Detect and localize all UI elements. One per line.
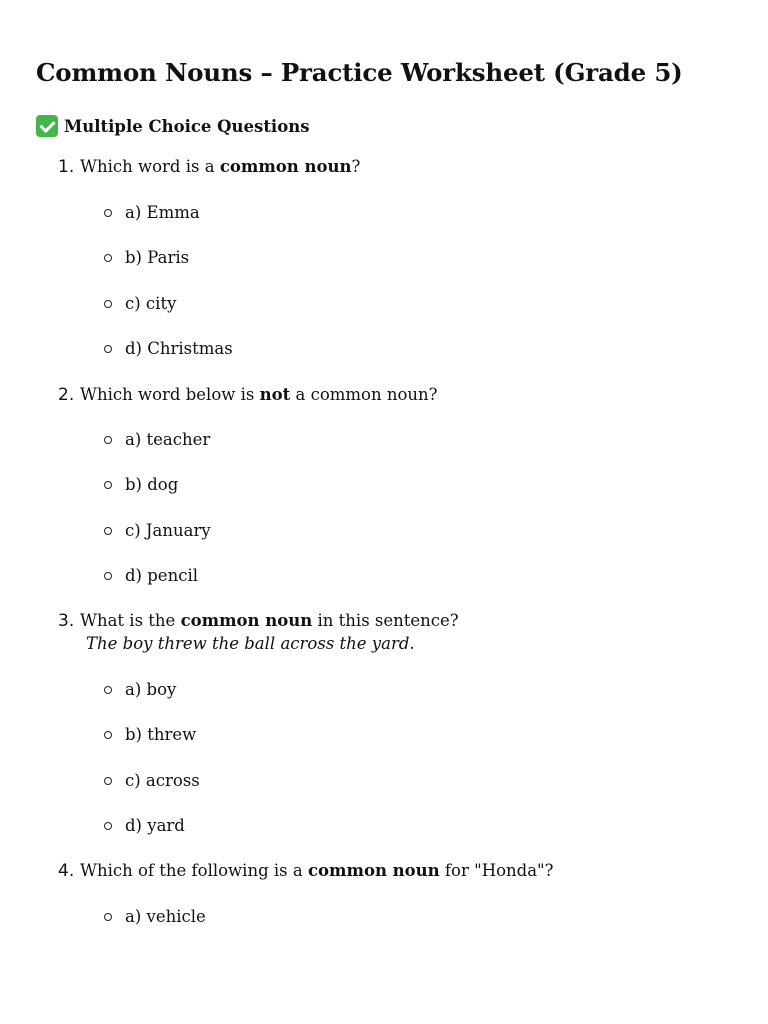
question-text-bold: not — [259, 385, 291, 404]
question-text-pre: Which word is a — [80, 157, 220, 176]
answer-option — [104, 338, 233, 360]
example-sentence: The boy threw the ball across the yard. — [86, 634, 415, 653]
circle-bullet-icon — [104, 572, 112, 580]
question-text-bold: common noun — [307, 861, 440, 880]
question-number: 2. — [58, 385, 75, 405]
answer-option — [104, 293, 176, 315]
circle-bullet-icon — [104, 209, 112, 217]
answer-option — [104, 202, 200, 224]
question-text-post: a common noun? — [290, 385, 438, 404]
circle-bullet-icon — [104, 913, 112, 921]
option-label: b) Paris — [125, 248, 190, 267]
circle-bullet-icon — [104, 254, 112, 262]
answer-option — [104, 247, 189, 269]
circle-bullet-icon — [104, 345, 112, 353]
section-heading — [36, 115, 310, 137]
circle-bullet-icon — [104, 686, 112, 694]
answer-option — [104, 906, 206, 928]
circle-bullet-icon — [104, 527, 112, 535]
circle-bullet-icon — [104, 481, 112, 489]
option-label: c) January — [125, 521, 211, 540]
option-label: d) pencil — [125, 566, 198, 585]
answer-option — [104, 520, 211, 542]
question-text-pre: Which of the following is a — [80, 861, 308, 880]
question-2 — [58, 384, 438, 406]
option-label: a) boy — [125, 680, 177, 699]
question-text-bold: common noun — [219, 157, 352, 176]
answer-option — [104, 679, 176, 701]
question-text-pre: What is the — [80, 611, 181, 630]
circle-bullet-icon — [104, 731, 112, 739]
answer-option — [104, 724, 196, 746]
question-text-post: ? — [351, 157, 361, 176]
option-label: d) Christmas — [125, 339, 233, 358]
option-label: b) threw — [125, 725, 197, 744]
option-label: a) Emma — [125, 203, 200, 222]
option-label: a) vehicle — [125, 907, 206, 926]
question-text-pre: Which word below is — [80, 385, 260, 404]
question-text-bold: common noun — [180, 611, 313, 630]
circle-bullet-icon — [104, 777, 112, 785]
option-label: d) yard — [125, 816, 185, 835]
option-label: b) dog — [125, 475, 179, 494]
question-text-post: for "Honda"? — [439, 861, 554, 880]
circle-bullet-icon — [104, 822, 112, 830]
option-label: a) teacher — [125, 430, 211, 449]
question-3 — [58, 610, 459, 632]
answer-option — [104, 429, 210, 451]
section-heading-label: Multiple Choice Questions — [64, 116, 310, 136]
page-title: Common Nouns – Practice Worksheet (Grade 5) — [36, 58, 683, 87]
question-1 — [58, 156, 360, 178]
option-label: c) across — [125, 771, 200, 790]
option-label: c) city — [125, 294, 177, 313]
question-text-post: in this sentence? — [312, 611, 459, 630]
answer-option — [104, 770, 200, 792]
question-number: 1. — [58, 157, 75, 177]
question-number: 3. — [58, 611, 75, 631]
circle-bullet-icon — [104, 436, 112, 444]
circle-bullet-icon — [104, 300, 112, 308]
check-mark-icon — [36, 115, 58, 137]
answer-option — [104, 565, 198, 587]
question-4 — [58, 860, 553, 882]
question-number: 4. — [58, 861, 75, 881]
answer-option — [104, 474, 178, 496]
answer-option — [104, 815, 185, 837]
